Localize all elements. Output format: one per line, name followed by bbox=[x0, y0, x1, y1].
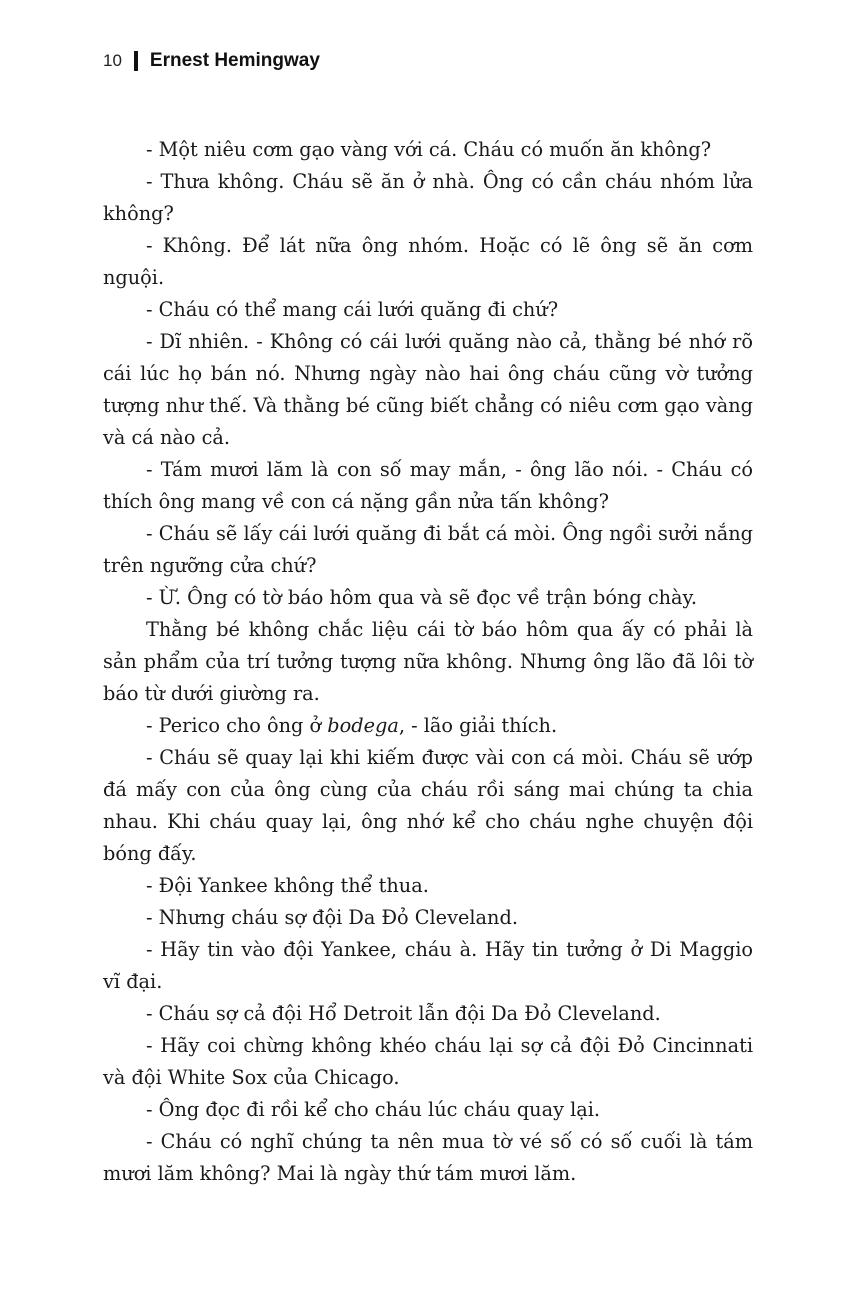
paragraph: - Cháu có thể mang cái lưới quăng đi chứ? bbox=[146, 298, 559, 321]
paragraph: - Không. Để lát nữa ông nhóm. Hoặc có lẽ ông sẽ ăn cơm nguội. bbox=[103, 234, 753, 289]
paragraph: - Đội Yankee không thể thua. bbox=[146, 874, 429, 897]
paragraph: - Cháu sợ cả đội Hổ Detroit lẫn đội Da Đỏ Cleveland. bbox=[146, 1002, 661, 1025]
paragraph: - Nhưng cháu sợ đội Da Đỏ Cleveland. bbox=[146, 906, 518, 929]
paragraph: - Cháu sẽ lấy cái lưới quăng đi bắt cá mòi. Ông ngồi sưởi nắng trên ngưỡng cửa chứ? bbox=[103, 522, 753, 577]
header-divider bbox=[134, 51, 138, 71]
paragraph: - Hãy coi chừng không khéo cháu lại sợ cả đội Đỏ Cincinnati và đội White Sox của Chicago. bbox=[103, 1034, 753, 1089]
body-text bbox=[103, 134, 753, 1190]
paragraph: Thằng bé không chắc liệu cái tờ báo hôm qua ấy có phải là sản phẩm của trí tưởng tượng nữa không. Nhưng ông lão đã lôi tờ báo từ dưới giường ra. bbox=[103, 618, 753, 705]
paragraph-perico bbox=[103, 710, 753, 742]
paragraph: - Ừ. Ông có tờ báo hôm qua và sẽ đọc về trận bóng chày. bbox=[146, 586, 698, 609]
page-number: 10 bbox=[103, 51, 122, 70]
perico-before: - Perico cho ông ở bbox=[146, 714, 328, 737]
author-name: Ernest Hemingway bbox=[149, 50, 320, 71]
paragraph: - Một niêu cơm gạo vàng với cá. Cháu có muốn ăn không? bbox=[146, 138, 712, 161]
paragraph: - Dĩ nhiên. - Không có cái lưới quăng nào cả, thằng bé nhớ rõ cái lúc họ bán nó. Nhưng ngày nào hai ông cháu cũng vờ tưởng tượng như thế. Và thằng bé cũng biết chẳng có niêu cơm gạo vàng và cá nào cả. bbox=[103, 330, 753, 449]
paragraph: - Ông đọc đi rồi kể cho cháu lúc cháu quay lại. bbox=[146, 1098, 601, 1121]
italic-bodega: bodega bbox=[327, 714, 399, 737]
paragraph: - Hãy tin vào đội Yankee, cháu à. Hãy tin tưởng ở Di Maggio vĩ đại. bbox=[103, 938, 753, 993]
paragraph: - Cháu sẽ quay lại khi kiếm được vài con cá mòi. Cháu sẽ ướp đá mấy con của ông cùng của cháu rồi sáng mai chúng ta chia nhau. Khi cháu quay lại, ông nhớ kể cho cháu nghe chuyện đội bóng đấy. bbox=[103, 746, 753, 865]
perico-after: , - lão giải thích. bbox=[398, 714, 558, 737]
paragraph: - Tám mươi lăm là con số may mắn, - ông lão nói. - Cháu có thích ông mang về con cá nặng gần nửa tấn không? bbox=[103, 458, 753, 513]
paragraph: - Thưa không. Cháu sẽ ăn ở nhà. Ông có cần cháu nhóm lửa không? bbox=[103, 170, 753, 225]
paragraph: - Cháu có nghĩ chúng ta nên mua tờ vé số có số cuối là tám mươi lăm không? Mai là ngày thứ tám mươi lăm. bbox=[103, 1130, 753, 1185]
running-header bbox=[103, 50, 320, 72]
